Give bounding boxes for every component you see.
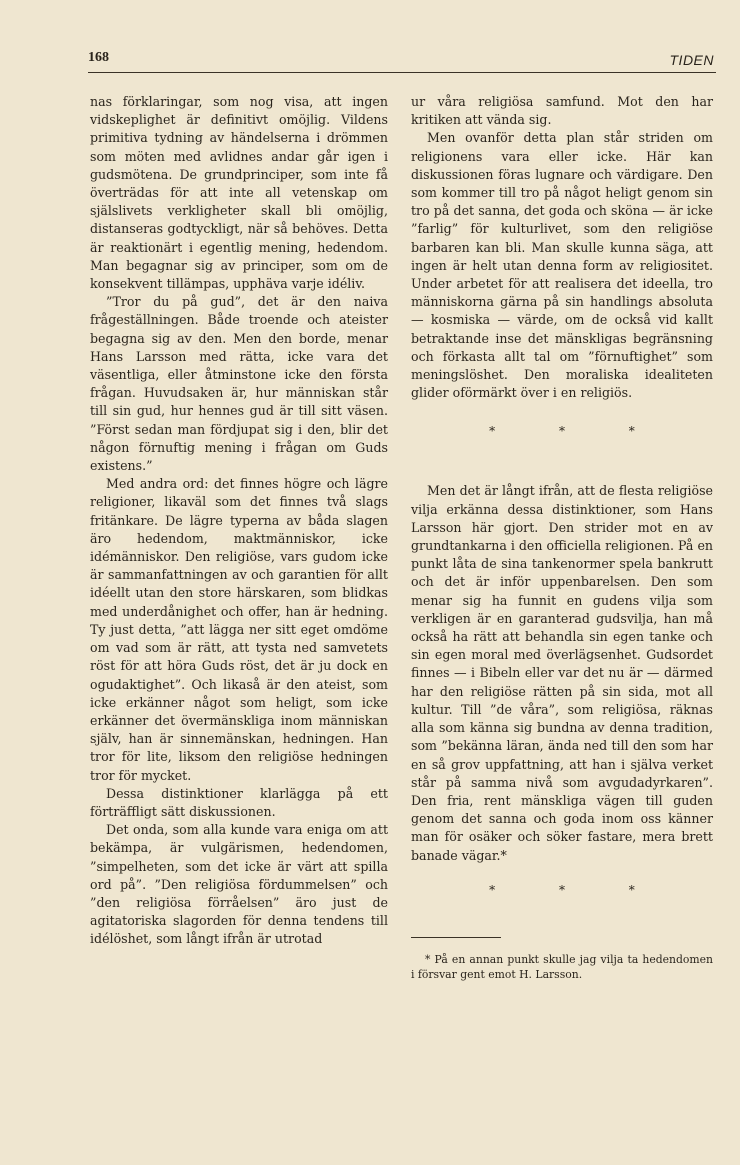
- paragraph: ”Tror du på gud”, det är den naiva frågeställningen. Både troende och ateister begagna sig av den. Men den borde, menar Hans Larsson med rätta, icke vara det väsentliga, eller åtminstone icke den första frågan. Huvudsaken är, hur människan står till sin gud, hur hennes gud är till sitt väsen. ”Först sedan man fördjupat sig i den, blir det någon förnuftig mening i frågan om Guds existens.”: [90, 294, 388, 474]
- paragraph: ur våra religiösa samfund. Mot den har kritiken att vända sig.: [411, 94, 713, 128]
- footnote-rule: [411, 937, 501, 938]
- paragraph: nas förklaringar, som nog visa, att ingen vidskeplighet är definitivt omöjlig. Vildens primitiva tydning av händelserna i drömmen som möten med avlidnes andar går igen i gudsmötena. De grundprinciper, som inte få överträdas för att inte all vetenskap om själslivets verkligheter skall bli omöjlig, distanseras godtyckligt, när så behöves. Detta är reaktionärt i egentlig mening, hedendom. Man begagnar sig av principer, som om de konsekvent tillämpas, upphäva varje idéliv.: [90, 94, 388, 292]
- paragraph: Med andra ord: det finnes högre och lägre religioner, likaväl som det finnes två slags fritänkare. De lägre typerna av båda slagen äro hedendom, maktmänniskor, icke idémänniskor. Den religiöse, vars gudom icke är sammanfattningen av och garantien för allt idéellt utan den store härskaren, som blidkas med underdånighet och offer, han är hedning. Ty just detta, ”att lägga ner sitt eget omdöme om vad som är rätt, att tysta ned samvetets röst för att höra Guds röst, det är ju dock en ogudaktighet”. Och likaså är den ateist, som icke erkänner något som heligt, som icke erkänner det övermänskliga inom människan själv, han är sinnemänskan, hedningen. Han tror för lite, liksom den religiöse hedningen tror för mycket.: [90, 476, 388, 783]
- closing-break: * * *: [489, 882, 665, 897]
- section-break: * * *: [489, 424, 665, 439]
- paragraph: Det onda, som alla kunde vara eniga om att bekämpa, är vulgärismen, hedendomen, ”simpelheten, som det icke är värt att spilla ord på”. ”Den religiösa fördummelsen” och ”den religiösa förråelsen” äro just de agitatoriska slagorden för denna tendens till idélöshet, som långt ifrån är utrotad: [90, 822, 388, 947]
- footnote: * På en annan punkt skulle jag vilja ta hedendomen i försvar gent emot H. Larsson.: [411, 952, 713, 981]
- paragraph: Men ovanför detta plan står striden om religionens vara eller icke. Här kan diskussionen föras lugnare och värdigare. Den som kommer till tro på något heligt genom sin tro på det sanna, det goda och sköna — är icke ”farlig” för kulturlivet, som den religiöse barbaren kan bli. Man skulle kunna säga, att ingen är helt utan denna form av religiositet. Under arbetet för att realisera det ideella, tro människorna gärna på sin handlings absoluta — kosmiska — värde, om de också vid kallt betraktande inse det mänskligas begränsning och förkasta allt tal om ”förnuftighet” som meningslöshet. Den moraliska idealiteten glider oförmärkt över i en religiös.: [411, 130, 713, 401]
- journal-title: TIDEN: [669, 52, 714, 68]
- paragraph: Men det är långt ifrån, att de flesta religiöse vilja erkänna dessa distinktioner, som Hans Larsson här gjort. Den strider mot en av grundtankarna i den officiella religionen. På en punkt låta de sina tankenormer spela bankrutt och det är inför uppenbarelsen. Den som menar sig ha funnit en gudens vilja som verkligen är en garanterad gudsvilja, han må också ha rätt att behandla sin egen tanke och sin egen moral med överlägsenhet. Gudsordet finnes — i Bibeln eller var det nu är — därmed har den religiöse rätten på sin sida, mot all kultur. Till ”de våra”, som religiösa, räknas alla som känna sig bundna av denna tradition, som ”bekänna läran, ända ned till den som har en så grov uppfattning, att han i själva verket står på samma nivå som avgudadyrkaren”. Den fria, rent mänskliga vägen till guden genom det sanna och goda inom oss känner man för osäker och söker fastare, mera brett banade vägar.*: [411, 483, 714, 863]
- right-column: [411, 93, 713, 993]
- left-column: [90, 93, 388, 949]
- page-number: 168: [88, 50, 109, 65]
- header-rule: [88, 72, 716, 73]
- paragraph: Dessa distinktioner klarlägga på ett förträffligt sätt diskussionen.: [90, 785, 388, 819]
- page-header: [88, 50, 714, 72]
